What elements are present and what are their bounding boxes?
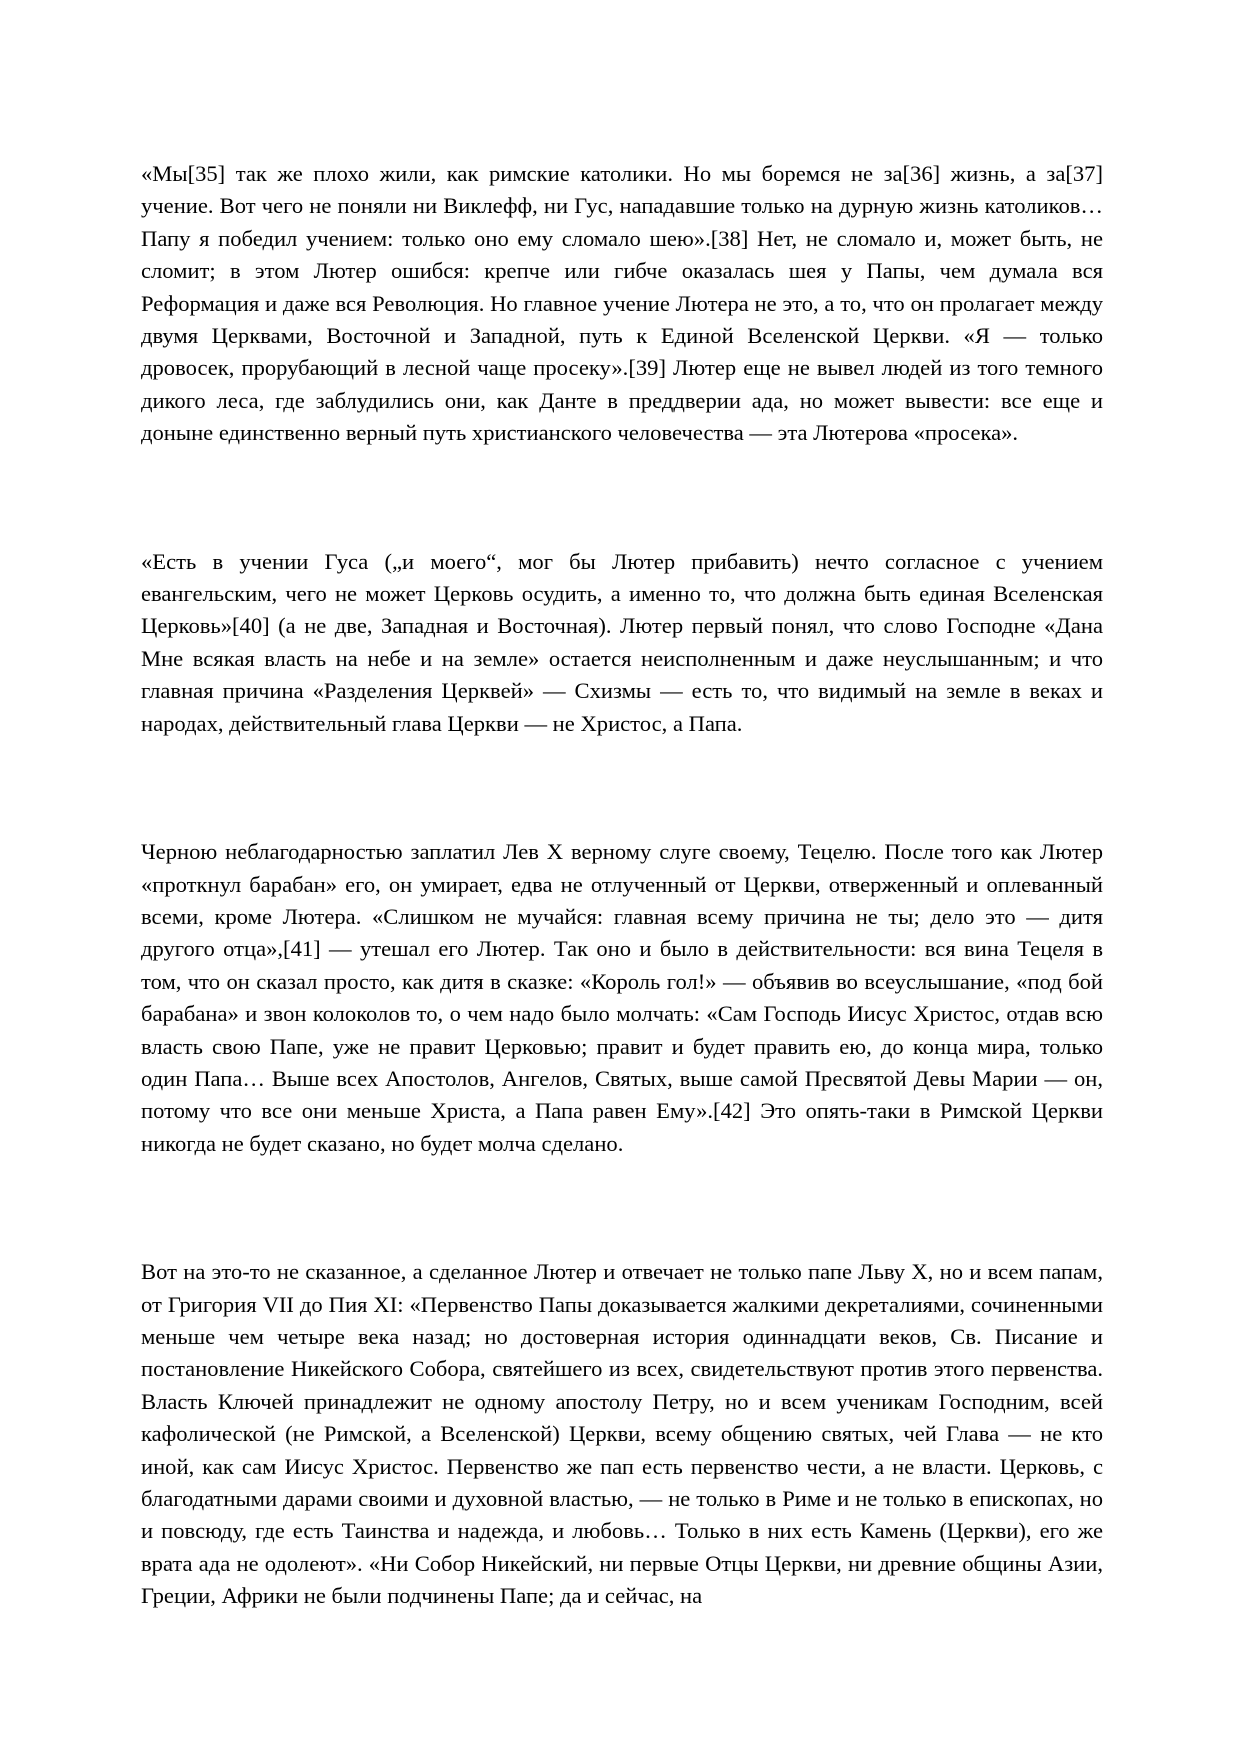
paragraph-1: «Мы[35] так же плохо жили, как римские католики. Но мы боремся не за[36] жизнь, а за[37] учение. Вот чего не поняли ни Виклефф, ни Гус, нападавшие только на дурную жизнь католиков… Папу я победил учением: только оно ему сломало шею».[38] Нет, не сломало и, может быть, не сломит; в этом Лютер ошибся: крепче или гибче оказалась шея у Папы, чем думала вся Реформация и даже вся Революция. Но главное учение Лютера не это, а то, что он пролагает между двумя Церквами, Восточной и Западной, путь к Единой Вселенской Церкви. «Я — только дровосек, прорубающий в лесной чаще просеку».[39] Лютер еще не вывел людей из того темного дикого леса, где заблудились они, как Данте в преддверии ада, но может вывести: все еще и доныне единственно верный путь христианского человечества — эта Лютерова «просека».	[141, 161, 1103, 446]
paragraph-4: Вот на это-то не сказанное, а сделанное Лютер и отвечает не только папе Льву X, но и всем папам, от Григория VII до Пия XI: «Первенство Папы доказывается жалкими декреталиями, сочиненными меньше чем четыре века назад; но достоверная история одиннадцати веков, Св. Писание и постановление Никейского Собора, святейшего из всех, свидетельствуют против этого первенства. Власть Ключей принадлежит не одному апостолу Петру, но и всем ученикам Господним, всей кафолической (не Римской, а Вселенской) Церкви, всему общению святых, чей Глава — не кто иной, как сам Иисус Христос. Первенство же пап есть первенство чести, а не власти. Церковь, с благодатными дарами своими и духовной властью, — не только в Риме и не только в епископах, но и повсюду, где есть Таинства и надежда, и любовь… Только в них есть Камень (Церкви), его же врата ада не одолеют». «Ни Собор Никейский, ни первые Отцы Церкви, ни древние общины Азии, Греции, Африки не были подчинены Папе; да и сейчас, на	[141, 1259, 1103, 1609]
document-body	[141, 158, 1103, 1709]
paragraph-2: «Есть в учении Гуса („и моего“, мог бы Лютер прибавить) нечто согласное с учением евангельским, чего не может Церковь осудить, а именно то, что должна быть единая Вселенская Церковь»[40] (а не две, Западная и Восточная). Лютер первый понял, что слово Господне «Дана Мне всякая власть на небе и на земле» остается неисполненным и даже неуслышанным; и что главная причина «Разделения Церквей» — Схизмы — есть то, что видимый на земле в веках и народах, действительный глава Церкви — не Христос, а Папа.	[141, 548, 1103, 736]
paragraph-3: Черною неблагодарностью заплатил Лев X верному слуге своему, Тецелю. После того как Лютер «проткнул барабан» его, он умирает, едва не отлученный от Церкви, отверженный и оплеванный всеми, кроме Лютера. «Слишком не мучайся: главная всему причина не ты; дело это — дитя другого отца»,[41] — утешал его Лютер. Так оно и было в действительности: вся вина Тецеля в том, что он сказал просто, как дитя в сказке: «Король гол!» — объявив во всеуслышание, «под бой барабана» и звон колоколов то, о чем надо было молчать: «Сам Господь Иисус Христос, отдав всю власть свою Папе, уже не правит Церковью; правит и будет править ею, до конца мира, только один Папа… Выше всех Апостолов, Ангелов, Святых, выше самой Пресвятой Девы Марии — он, потому что все они меньше Христа, а Папа равен Ему».[42] Это опять-таки в Римской Церкви никогда не будет сказано, но будет молча сделано.	[141, 839, 1103, 1156]
